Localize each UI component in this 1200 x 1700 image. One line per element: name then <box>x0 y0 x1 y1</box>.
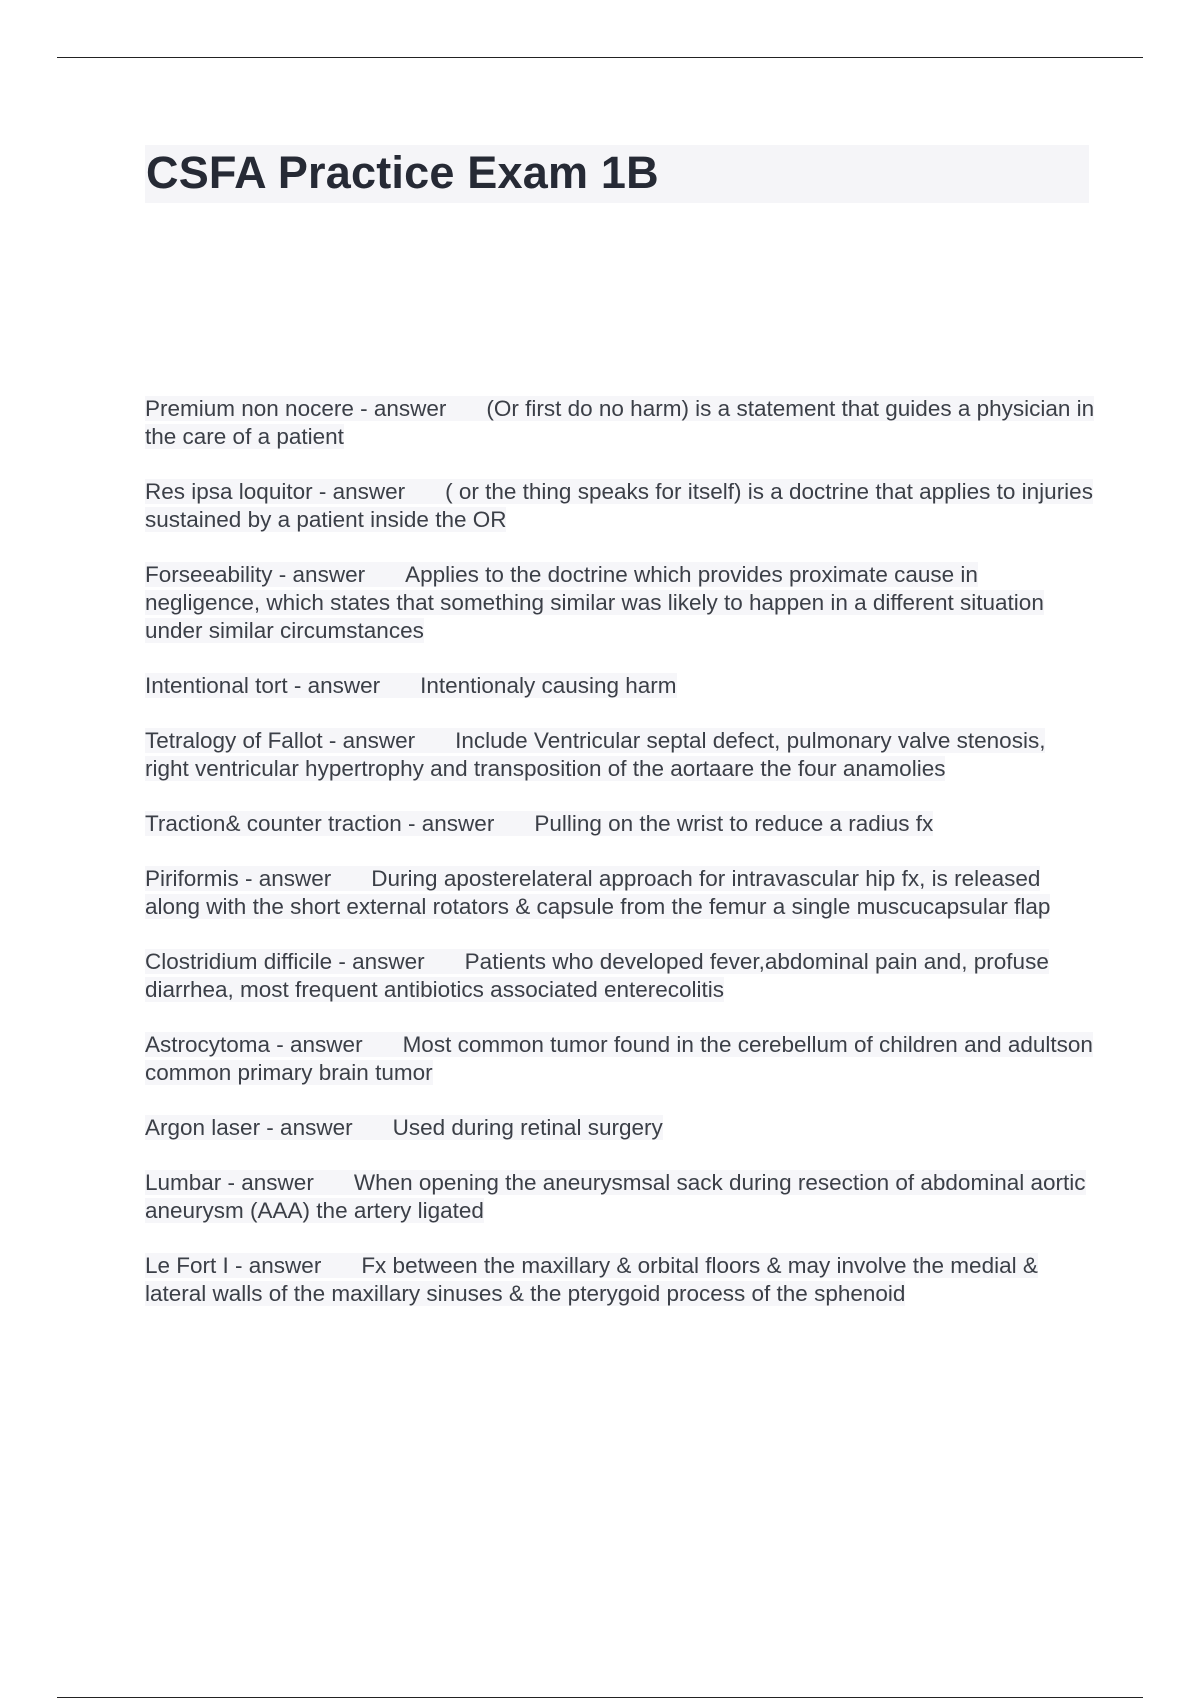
qa-term: Clostridium difficile - answer <box>145 949 425 974</box>
qa-definition: Include Ventricular septal defect, pulmonary valve stenosis, right ventricular hypertrophy and transposition of the aortaare the four anamolies <box>145 728 1046 781</box>
qa-item <box>145 727 1095 783</box>
qa-definition: Most common tumor found in the cerebellum of children and adultson common primary brain tumor <box>145 1032 1093 1085</box>
qa-term: Res ipsa loquitor - answer <box>145 479 406 504</box>
qa-item <box>145 1114 1095 1142</box>
qa-term: Piriformis - answer <box>145 866 332 891</box>
qa-term: Tetralogy of Fallot - answer <box>145 728 416 753</box>
qa-item <box>145 1252 1095 1308</box>
qa-definition: Applies to the doctrine which provides proximate cause in negligence, which states that something similar was likely to happen in a different situation under similar circumstances <box>145 562 1044 643</box>
qa-item <box>145 948 1095 1004</box>
qa-item <box>145 1169 1095 1225</box>
qa-definition: Pulling on the wrist to reduce a radius fx <box>534 811 934 836</box>
bottom-divider <box>57 1697 1143 1698</box>
qa-list <box>145 395 1095 1335</box>
qa-term: Argon laser - answer <box>145 1115 353 1140</box>
qa-term: Lumbar - answer <box>145 1170 314 1195</box>
top-divider <box>57 57 1143 58</box>
qa-term: Intentional tort - answer <box>145 673 381 698</box>
qa-definition: (Or first do no harm) is a statement that guides a physician in the care of a patient <box>145 396 1095 449</box>
qa-term: Forseeability - answer <box>145 562 366 587</box>
qa-definition: Intentionaly causing harm <box>420 673 677 698</box>
qa-item <box>145 395 1095 451</box>
qa-definition: ( or the thing speaks for itself) is a doctrine that applies to injuries sustained by a patient inside the OR <box>145 479 1093 532</box>
qa-definition: Patients who developed fever,abdominal pain and, profuse diarrhea, most frequent antibiotics associated enterecolitis <box>145 949 1049 1002</box>
qa-term: Le Fort I - answer <box>145 1253 322 1278</box>
qa-item <box>145 865 1095 921</box>
qa-term: Premium non nocere - answer <box>145 396 447 421</box>
qa-definition: Used during retinal surgery <box>392 1115 663 1140</box>
page-title: CSFA Practice Exam 1B <box>146 147 659 198</box>
qa-item <box>145 1031 1095 1087</box>
qa-term: Astrocytoma - answer <box>145 1032 363 1057</box>
qa-item <box>145 561 1095 645</box>
qa-item <box>145 478 1095 534</box>
qa-definition: Fx between the maxillary & orbital floors & may involve the medial & lateral walls of the maxillary sinuses & the pterygoid process of the sphenoid <box>145 1253 1038 1306</box>
qa-item <box>145 672 1095 700</box>
qa-definition: During aposterelateral approach for intravascular hip fx, is released along with the short external rotators & capsule from the femur a single muscucapsular flap <box>145 866 1051 919</box>
qa-definition: When opening the aneurysmsal sack during resection of abdominal aortic aneurysm (AAA) the artery ligated <box>145 1170 1086 1223</box>
qa-item <box>145 810 1095 838</box>
qa-term: Traction& counter traction - answer <box>145 811 495 836</box>
